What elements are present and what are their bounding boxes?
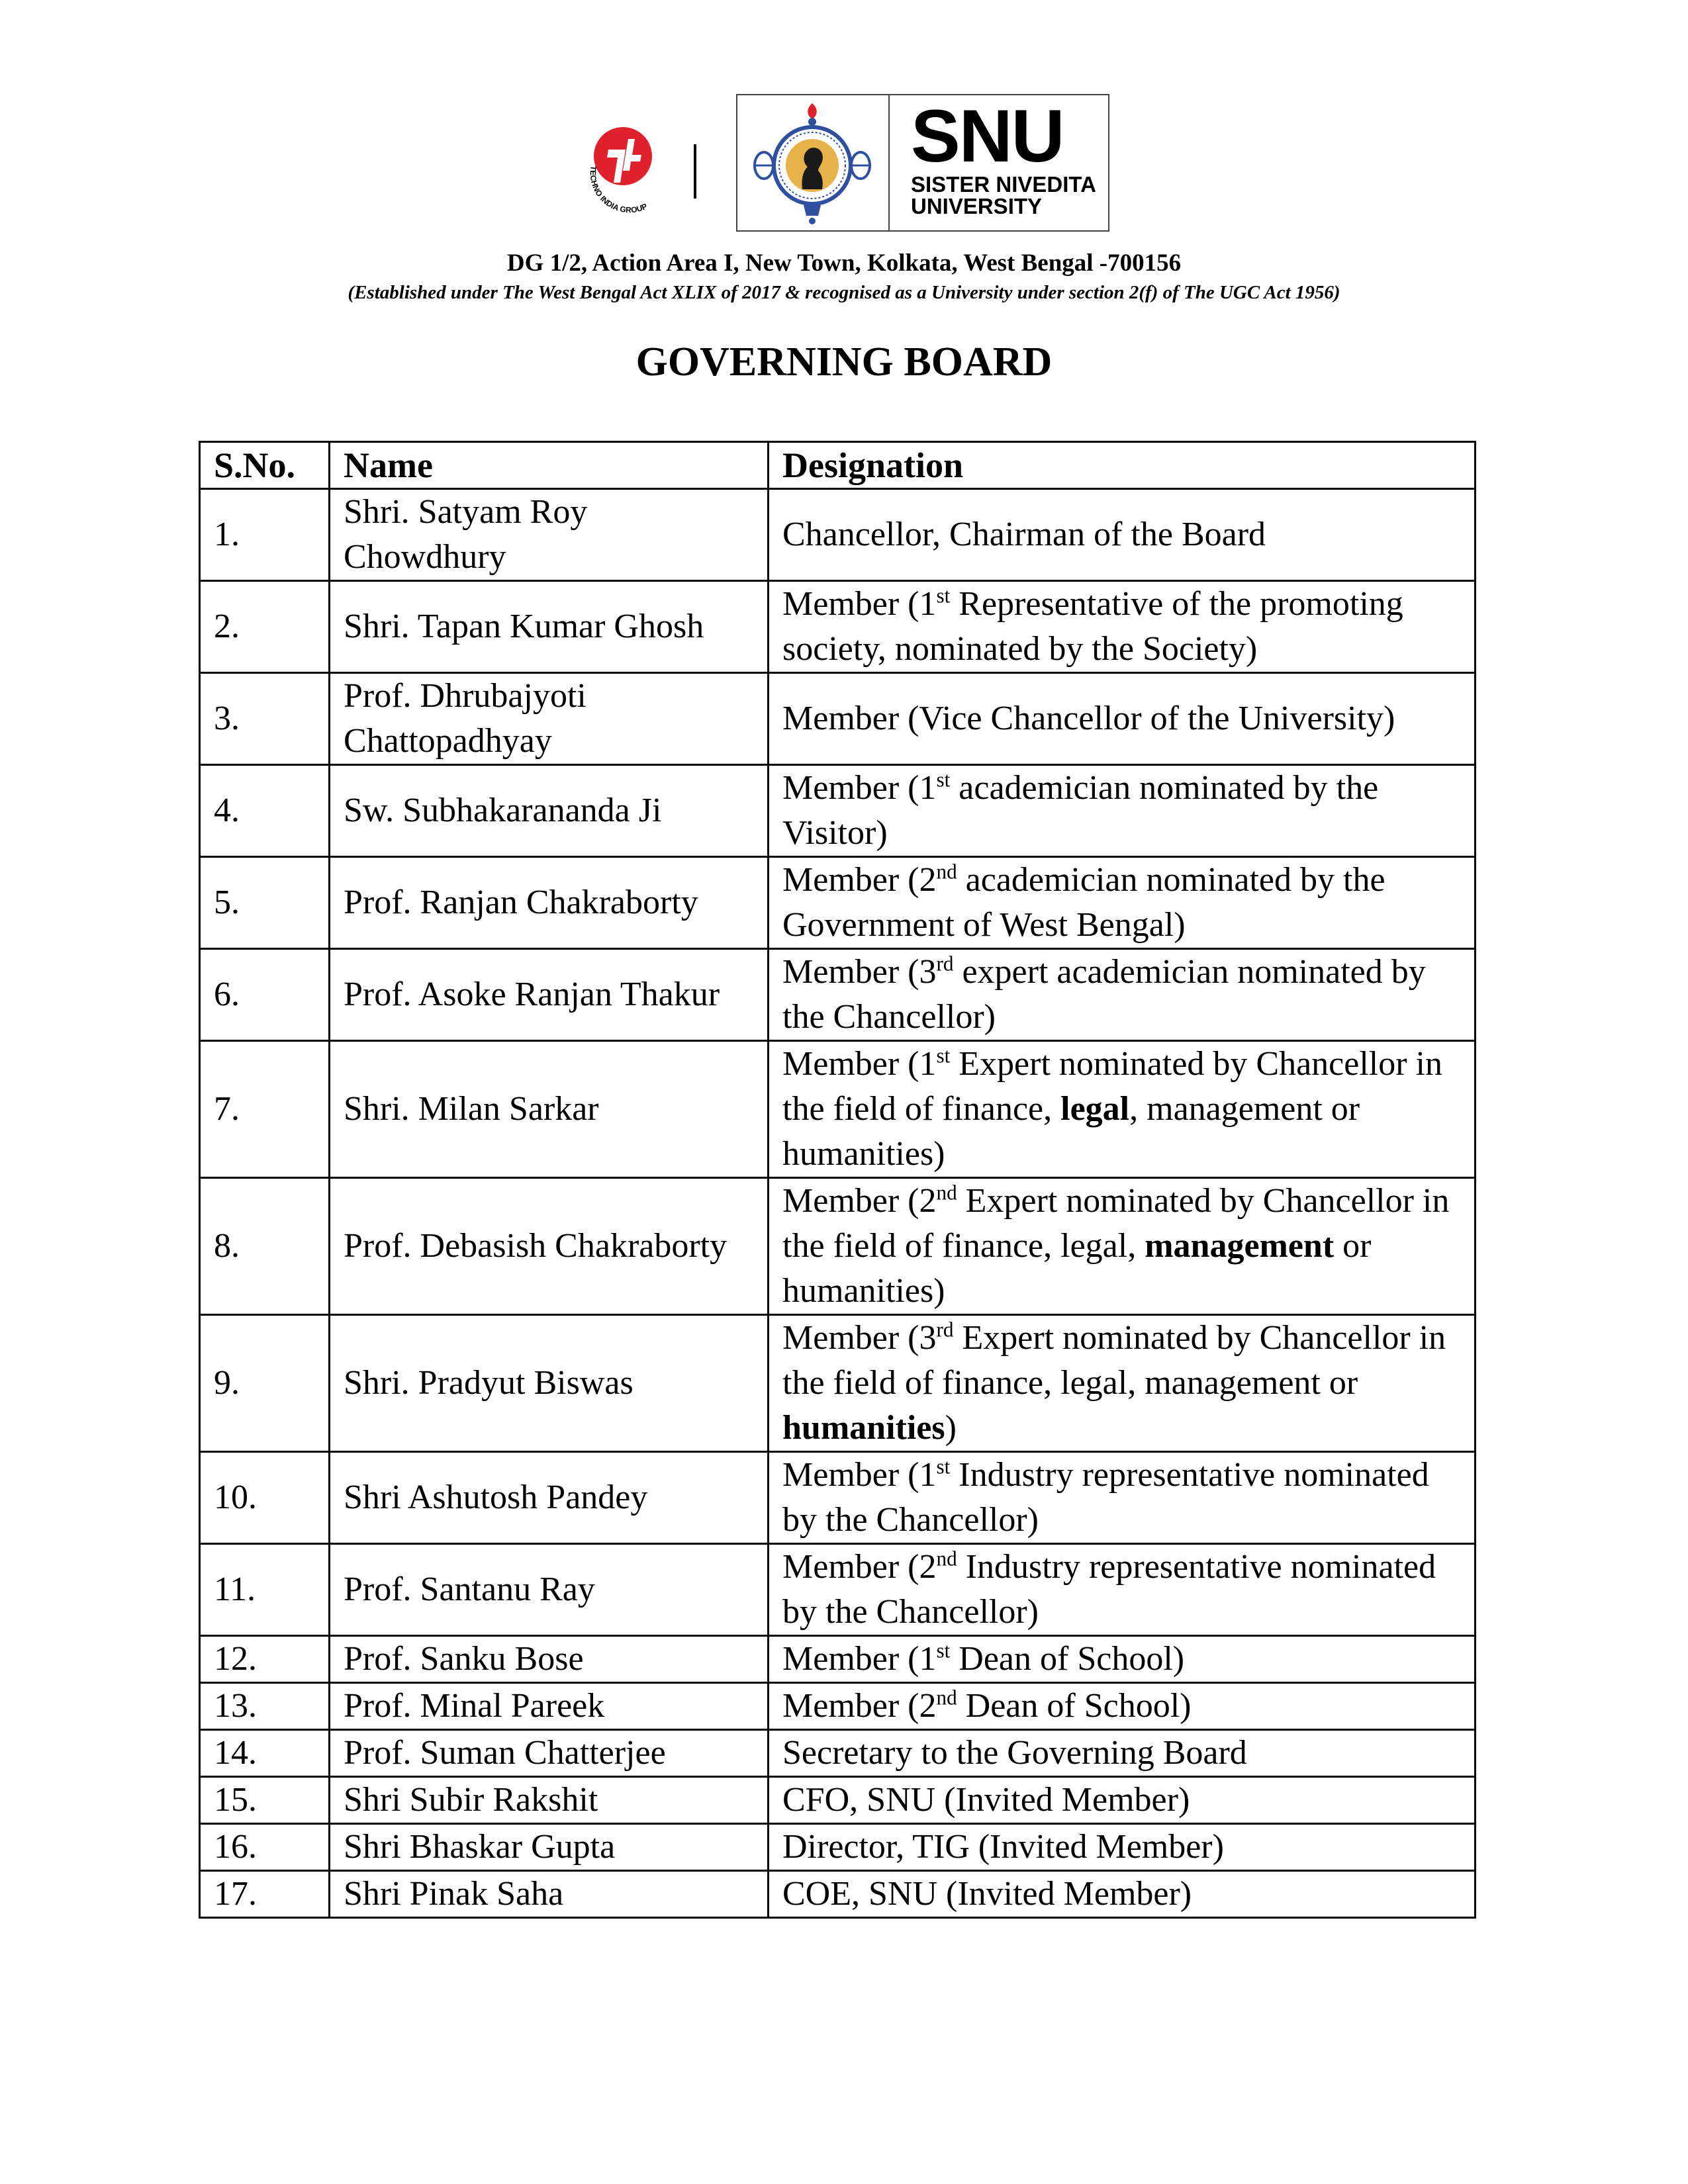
university-abbreviation: SNU: [911, 95, 1064, 177]
table-row: [200, 765, 1476, 857]
designation-text: Dean of School): [957, 1687, 1192, 1725]
row-designation: [769, 1636, 1476, 1683]
row-sno: 6.: [200, 949, 330, 1041]
designation-text: Industry representative nominated by the Chancellor): [782, 1548, 1436, 1631]
designation-text: ): [945, 1409, 957, 1447]
row-designation: Director, TIG (Invited Member): [769, 1824, 1476, 1871]
university-address: DG 1/2, Action Area I, New Town, Kolkata, West Bengal -700156: [506, 250, 1182, 277]
row-designation: [769, 1544, 1476, 1636]
row-sno: 12.: [200, 1636, 330, 1683]
designation-text: academician nominated by the Visitor): [782, 769, 1379, 852]
table-header-row: [200, 442, 1476, 489]
row-sno: 13.: [200, 1683, 330, 1730]
row-sno: 11.: [200, 1544, 330, 1636]
ordinal-suffix: st: [936, 1639, 951, 1662]
column-header-designation: Designation: [769, 442, 1476, 489]
establishment-note: (Established under The West Bengal Act XLIX of 2017 & recognised as a University under section 2(f) of The UGC Act 1956): [348, 282, 1340, 303]
designation-text: Representative of the promoting society, nominated by the Society): [782, 585, 1403, 668]
table-row: [200, 949, 1476, 1041]
row-name: Shri. Satyam Roy Chowdhury: [330, 489, 769, 581]
table-row: [200, 489, 1476, 581]
row-sno: 1.: [200, 489, 330, 581]
table-row: [200, 1452, 1476, 1544]
row-designation: Secretary to the Governing Board: [769, 1730, 1476, 1777]
row-designation: [769, 581, 1476, 673]
designation-text: Industry representative nominated by the Chancellor): [782, 1456, 1429, 1539]
row-name: Prof. Ranjan Chakraborty: [330, 857, 769, 949]
designation-text: Expert nominated by Chancellor in the field of finance, legal,: [782, 1182, 1450, 1265]
row-sno: 17.: [200, 1871, 330, 1918]
table-row: [200, 1041, 1476, 1178]
row-name: Shri Ashutosh Pandey: [330, 1452, 769, 1544]
row-name: Prof. Asoke Ranjan Thakur: [330, 949, 769, 1041]
row-name: Shri Pinak Saha: [330, 1871, 769, 1918]
designation-text: expert academician nominated by the Chancellor): [782, 953, 1426, 1036]
designation-text: academician nominated by the Government of West Bengal): [782, 861, 1385, 944]
designation-text: Expert nominated by Chancellor in the field of finance, legal, management or: [782, 1319, 1446, 1402]
row-name: Sw. Subhakarananda Ji: [330, 765, 769, 857]
row-designation: CFO, SNU (Invited Member): [769, 1777, 1476, 1824]
table-row: [200, 1824, 1476, 1871]
row-designation: [769, 949, 1476, 1041]
ordinal-suffix: rd: [936, 952, 954, 976]
snu-logo: [736, 94, 1109, 232]
ordinal-suffix: st: [936, 584, 951, 608]
designation-text: , management or humanities): [782, 1090, 1360, 1173]
table-row: [200, 1315, 1476, 1452]
designation-text: Expert nominated by Chancellor in the field of finance,: [782, 1045, 1442, 1128]
ordinal-suffix: st: [936, 1455, 951, 1479]
table-row: [200, 1683, 1476, 1730]
row-sno: 5.: [200, 857, 330, 949]
designation-text: Member (1: [782, 585, 937, 623]
designation-emphasis: management: [1145, 1227, 1335, 1265]
ordinal-suffix: rd: [936, 1318, 954, 1342]
row-designation: [769, 857, 1476, 949]
row-name: Prof. Debasish Chakraborty: [330, 1178, 769, 1315]
university-name-line1: SISTER NIVEDITA: [911, 172, 1096, 197]
row-designation: Chancellor, Chairman of the Board: [769, 489, 1476, 581]
row-sno: 9.: [200, 1315, 330, 1452]
page-title: GOVERNING BOARD: [635, 340, 1053, 385]
row-designation: [769, 1041, 1476, 1178]
row-name: Shri. Tapan Kumar Ghosh: [330, 581, 769, 673]
designation-text: Member (1: [782, 769, 937, 807]
ordinal-suffix: nd: [936, 1686, 957, 1709]
table-row: [200, 1178, 1476, 1315]
row-designation: [769, 765, 1476, 857]
designation-text: Dean of School): [950, 1640, 1185, 1678]
row-name: Prof. Suman Chatterjee: [330, 1730, 769, 1777]
row-name: Prof. Minal Pareek: [330, 1683, 769, 1730]
row-name: Prof. Sanku Bose: [330, 1636, 769, 1683]
row-designation: Member (Vice Chancellor of the University): [769, 673, 1476, 765]
university-seal-icon: [749, 99, 875, 226]
table-row: [200, 1777, 1476, 1824]
tig-logo-icon: [579, 119, 679, 218]
university-name-line2: UNIVERSITY: [911, 194, 1043, 218]
table-row: [200, 1636, 1476, 1683]
row-sno: 10.: [200, 1452, 330, 1544]
snu-logo-divider: [888, 95, 890, 230]
row-designation: [769, 1315, 1476, 1452]
designation-emphasis: humanities: [782, 1409, 945, 1447]
designation-text: Member (1: [782, 1456, 937, 1494]
row-name: Shri Bhaskar Gupta: [330, 1824, 769, 1871]
row-designation: [769, 1178, 1476, 1315]
row-sno: 14.: [200, 1730, 330, 1777]
row-name: Shri Subir Rakshit: [330, 1777, 769, 1824]
designation-emphasis: legal: [1060, 1090, 1130, 1128]
row-name: Prof. Dhrubajyoti Chattopadhyay: [330, 673, 769, 765]
row-designation: [769, 1683, 1476, 1730]
ordinal-suffix: nd: [936, 1181, 957, 1205]
table-row: [200, 857, 1476, 949]
table-row: [200, 1871, 1476, 1918]
ordinal-suffix: st: [936, 1044, 951, 1068]
row-designation: COE, SNU (Invited Member): [769, 1871, 1476, 1918]
row-sno: 7.: [200, 1041, 330, 1178]
ordinal-suffix: st: [936, 768, 951, 792]
designation-text: Member (3: [782, 953, 937, 991]
row-sno: 8.: [200, 1178, 330, 1315]
row-name: Shri. Pradyut Biswas: [330, 1315, 769, 1452]
row-name: Shri. Milan Sarkar: [330, 1041, 769, 1178]
designation-text: Member (2: [782, 1182, 937, 1220]
table-row: [200, 581, 1476, 673]
row-sno: 15.: [200, 1777, 330, 1824]
column-header-name: Name: [330, 442, 769, 489]
column-header-sno: S.No.: [200, 442, 330, 489]
designation-text: Member (2: [782, 861, 937, 899]
ordinal-suffix: nd: [936, 1547, 957, 1570]
row-sno: 2.: [200, 581, 330, 673]
designation-text: Member (1: [782, 1045, 937, 1083]
table-row: [200, 1730, 1476, 1777]
designation-text: Member (3: [782, 1319, 937, 1357]
governing-board-table: [199, 441, 1476, 1919]
row-name: Prof. Santanu Ray: [330, 1544, 769, 1636]
ordinal-suffix: nd: [936, 860, 957, 884]
designation-text: or humanities): [782, 1227, 1372, 1310]
row-sno: 16.: [200, 1824, 330, 1871]
designation-text: Member (2: [782, 1548, 937, 1586]
designation-text: Member (1: [782, 1640, 937, 1678]
university-full-name: [911, 173, 1103, 217]
row-sno: 4.: [200, 765, 330, 857]
row-designation: [769, 1452, 1476, 1544]
table-row: [200, 673, 1476, 765]
svg-text:TECHNO INDIA GROUP: TECHNO INDIA GROUP: [588, 165, 649, 215]
row-sno: 3.: [200, 673, 330, 765]
designation-text: Member (2: [782, 1687, 937, 1725]
logo-divider: [694, 144, 696, 199]
table-row: [200, 1544, 1476, 1636]
